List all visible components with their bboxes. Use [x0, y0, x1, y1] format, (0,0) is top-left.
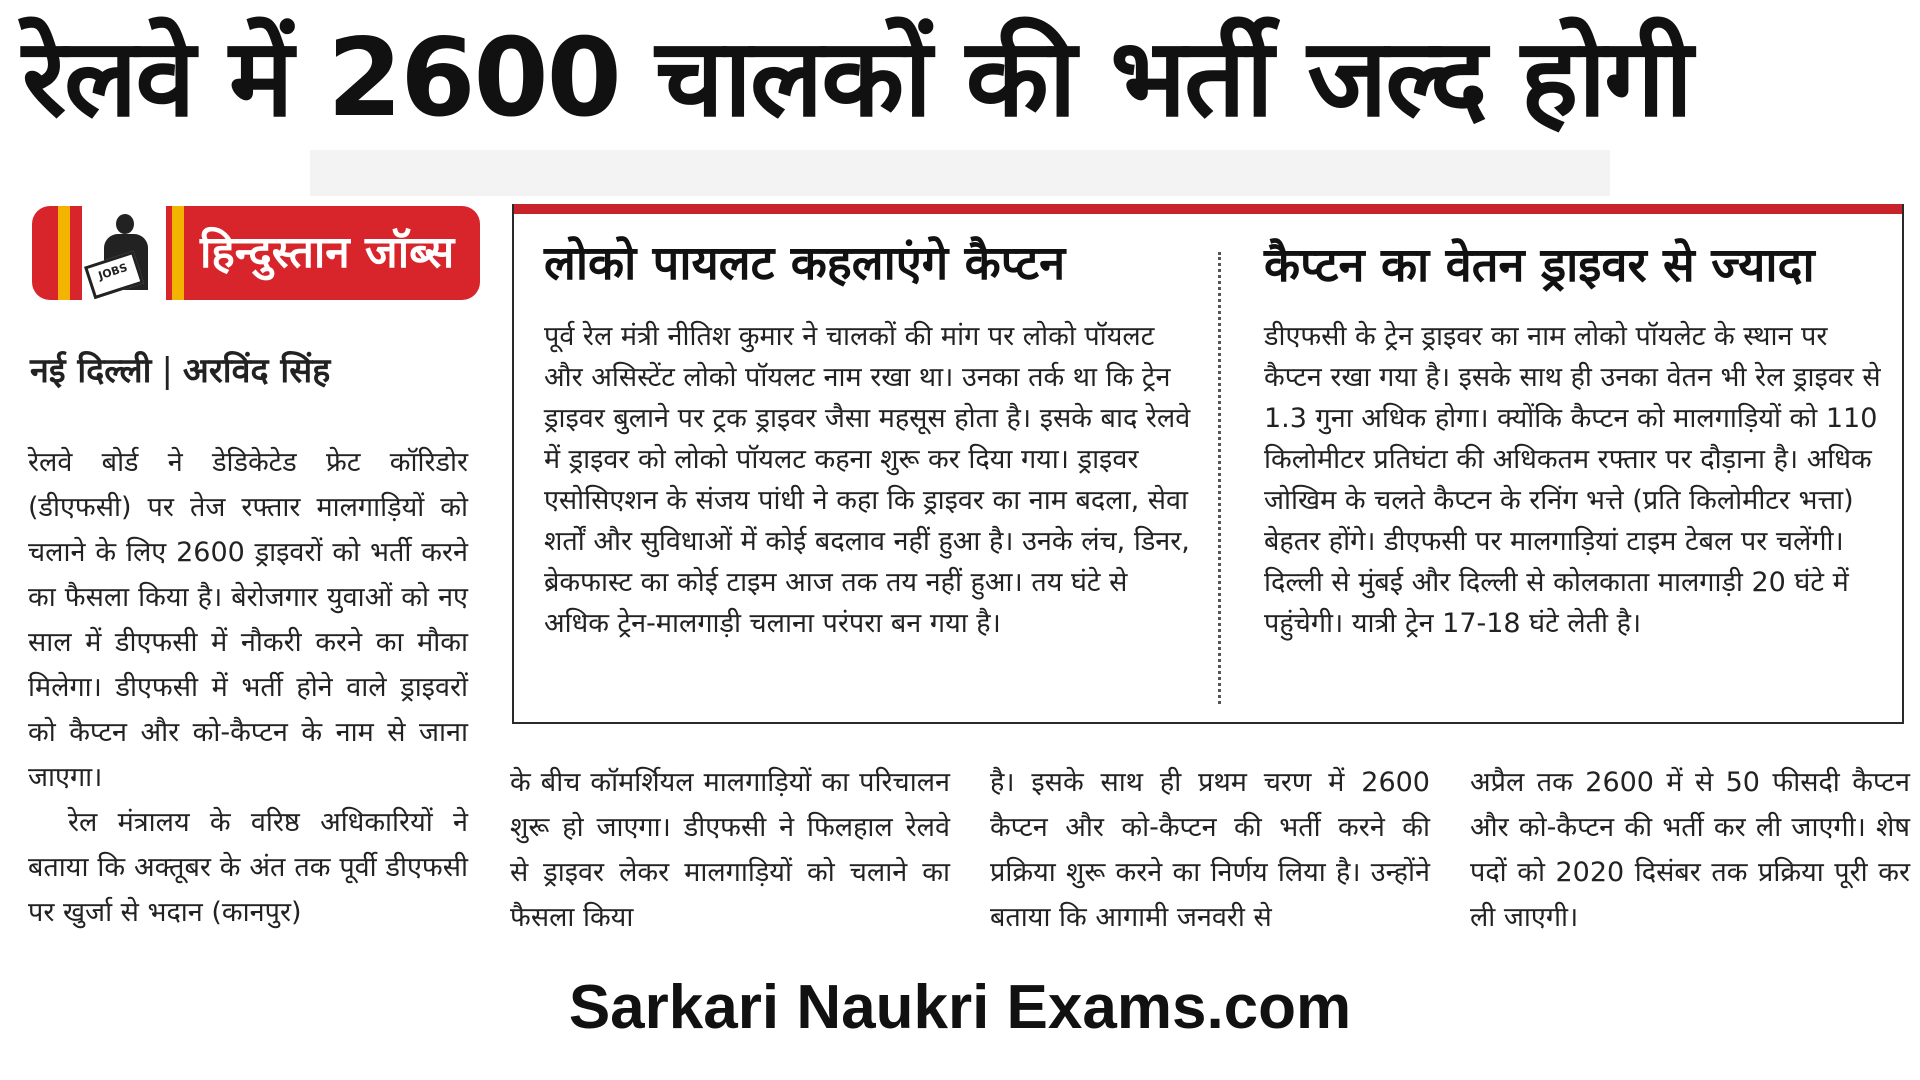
jobs-man-head: [116, 214, 134, 234]
byline-city: नई दिल्ली: [30, 351, 152, 391]
article-paragraph: रेल मंत्रालय के वरिष्ठ अधिकारियों ने बताया कि अक्तूबर के अंत तक पूर्वी डीएफसी पर खुर्जा से भदान (कानपुर): [28, 807, 468, 928]
site-watermark: Sarkari Naukri Exams.com: [568, 973, 1352, 1042]
publisher-name: हिन्दुस्तान जॉब्स: [200, 227, 455, 278]
byline: [30, 346, 330, 392]
article-column-2: के बीच कॉमर्शियल मालगाड़ियों का परिचालन शुरू हो जाएगा। डीएफसी ने फिलहाल रेलवे से ड्राइवर लेकर मालगाड़ियों को चलाने का फैसला किया: [510, 767, 950, 933]
badge-stripe: [172, 206, 184, 300]
article-column-3: है। इसके साथ ही प्रथम चरण में 2600 कैप्टन और को-कैप्टन की भर्ती करने की प्रक्रिया शुरू करने का निर्णय लिया है। उन्होंने बताया कि आगामी जनवरी से: [990, 767, 1430, 933]
header-strip: [310, 150, 1610, 196]
badge-stripe: [58, 206, 70, 300]
box-right-heading: कैप्टन का वेतन ड्राइवर से ज्यादा: [1264, 238, 1815, 293]
publisher-badge: [32, 206, 480, 300]
sidebar-box: [512, 204, 1904, 724]
box-divider: [1218, 252, 1221, 704]
article-column-4: अप्रैल तक 2600 में से 50 फीसदी कैप्टन और को-कैप्टन की भर्ती कर ली जाएगी। शेष पदों को 2020 दिसंबर तक प्रक्रिया पूरी कर ली जाएगी।: [1470, 767, 1910, 933]
headline: रेलवे में 2600 चालकों की भर्ती जल्द होगी: [22, 16, 1692, 141]
article-column-1: [28, 440, 468, 935]
box-left-heading: लोको पायलट कहलाएंगे कैप्टन: [544, 236, 1066, 291]
article-paragraph: रेलवे बोर्ड ने डेडिकेटेड फ्रेट कॉरिडोर (डीएफसी) पर तेज रफ्तार मालगाड़ियों को चलाने के लिए 2600 ड्राइवरों को भर्ती करने का फैसला किया है। बेरोजगार युवाओं को नए साल में डीएफसी में नौकरी करने का मौका मिलेगा। डीएफसी में भर्ती होने वाले ड्राइवरों को कैप्टन और को-कैप्टन के नाम से जाना जाएगा।: [28, 447, 468, 793]
byline-author: अरविंद सिंह: [182, 351, 331, 391]
jobs-board: JOBS: [84, 251, 144, 299]
box-left-text: पूर्व रेल मंत्री नीतिश कुमार ने चालकों की मांग पर लोको पॉयलट और असिस्टेंट लोको पॉयलट नाम रखा था। उनका तर्क था कि ट्रेन ड्राइवर बुलाने पर ट्रक ड्राइवर जैसा महसूस होता है। इसके बाद रेलवे में ड्राइवर को लोको पॉयलट कहना शुरू कर दिया गया। ड्राइवर एसोसिएशन के संजय पांधी ने कहा कि ड्राइवर का नाम बदला, सेवा शर्तों और सुविधाओं में कोई बदलाव नहीं हुआ है। उनके लंच, डिनर, ब्रेकफास्ट का कोई टाइम आज तक तय नहीं हुआ। तय घंटे से अधिक ट्रेन-मालगाड़ी चलाना परंपरा बन गया है।: [544, 321, 1191, 639]
byline-separator: |: [161, 351, 173, 391]
box-right-text: डीएफसी के ट्रेन ड्राइवर का नाम लोको पॉयलेट के स्थान पर कैप्टन रखा गया है। इसके साथ ही उनका वेतन भी रेल ड्राइवर से 1.3 गुना अधिक होगा। क्योंकि कैप्टन को मालगाड़ियों को 110 किलोमीटर प्रतिघंटा की अधिकतम रफ्तार पर दौड़ाना है। अधिक जोखिम के चलते कैप्टन के रनिंग भत्ते (प्रति किलोमीटर भत्ता) बेहतर होंगे। डीएफसी पर मालगाड़ियां टाइम टेबल पर चलेंगी। दिल्ली से मुंबई और दिल्ली से कोलकाता मालगाड़ी 20 घंटे में पहुंचेगी। यात्री ट्रेन 17-18 घंटे लेती है।: [1264, 321, 1881, 639]
jobs-man-icon: [82, 206, 166, 300]
